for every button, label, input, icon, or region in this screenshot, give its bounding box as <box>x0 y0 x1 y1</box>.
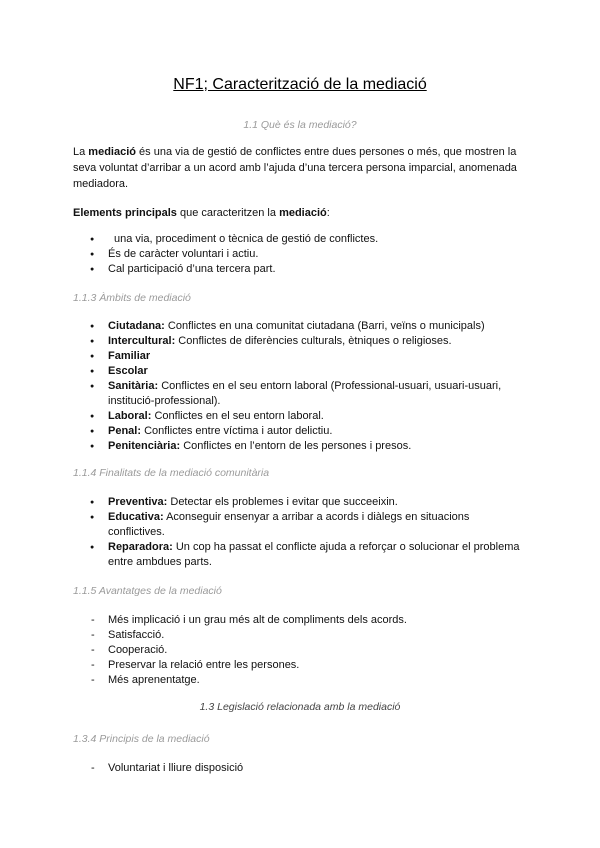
item-text: Aconseguir ensenyar a arribar a acords i diàlegs en situacions conflictives. <box>108 511 470 538</box>
item-bold: Ciutadana: <box>108 320 165 332</box>
section-heading-1-1-3: 1.1.3 Àmbits de mediació <box>73 292 191 304</box>
list-item <box>0 424 528 439</box>
list-item <box>0 379 528 409</box>
elements-bold1: Elements principals <box>73 207 177 219</box>
list-item-text: una via, procediment o tècnica de gestió de conflictes. <box>114 233 379 245</box>
list-item <box>0 495 528 510</box>
item-bold: Escolar <box>108 365 148 377</box>
list-item <box>0 658 528 673</box>
list-item <box>0 364 528 379</box>
list-item-text: Satisfacció. <box>108 629 165 641</box>
list-item <box>0 761 528 776</box>
item-bold: Laboral: <box>108 410 152 422</box>
item-text: Detectar els problemes i evitar que succeeixin. <box>167 496 398 508</box>
list-item <box>0 673 528 688</box>
item-bold: Sanitària: <box>108 380 159 392</box>
list-item <box>0 349 528 364</box>
section-heading-1-1-4: 1.1.4 Finalitats de la mediació comunitària <box>73 467 270 479</box>
avantatges-list <box>0 613 600 688</box>
ambits-list <box>0 319 600 454</box>
intro-text-pre: La <box>73 146 89 158</box>
item-text: Un cop ha passat el conflicte ajuda a reforçar o solucionar el problema entre ambdues parts. <box>108 541 520 568</box>
list-item <box>0 510 528 540</box>
list-item <box>0 613 528 628</box>
list-item <box>0 319 528 334</box>
item-text: Conflictes en una comunitat ciutadana (Barri, veïns o municipals) <box>164 320 485 332</box>
item-text: Conflictes en l’entorn de les persones i presos. <box>180 440 412 452</box>
item-text: Conflictes entre víctima i autor delictiu. <box>141 425 333 437</box>
item-text: Conflictes de diferències culturals, ètniques o religioses. <box>175 335 452 347</box>
item-bold: Reparadora: <box>108 541 173 553</box>
page-title: NF1; Caracterització de la mediació <box>173 76 427 93</box>
item-text: Conflictes en el seu entorn laboral (Professional-usuari, usuari-usuari, institució-professional). <box>108 380 502 407</box>
list-item <box>0 439 528 454</box>
section-heading-1-3-4: 1.3.4 Principis de la mediació <box>73 733 210 745</box>
list-item-text: Preservar la relació entre les persones. <box>108 659 300 671</box>
item-bold: Penal: <box>108 425 142 437</box>
principis-list <box>0 761 600 776</box>
section-heading-1-3: 1.3 Legislació relacionada amb la mediació <box>199 701 401 713</box>
finalitats-list <box>0 495 600 570</box>
list-item <box>0 628 528 643</box>
list-item <box>0 334 528 349</box>
list-item <box>0 232 528 247</box>
intro-bold: mediació <box>88 146 136 158</box>
list-item-text: És de caràcter voluntari i actiu. <box>108 248 259 260</box>
list-item <box>0 643 528 658</box>
list-item-text: Cal participació d’una tercera part. <box>108 263 276 275</box>
list-item-text: Més implicació i un grau més alt de compliments dels acords. <box>108 614 407 626</box>
elements-mid: que caracteritzen la <box>176 207 280 219</box>
item-bold: Familiar <box>108 350 151 362</box>
section-heading-1-1-5: 1.1.5 Avantatges de la mediació <box>73 585 222 597</box>
elements-bold2: mediació <box>279 207 327 219</box>
list-item-text: Més aprenentatge. <box>108 674 200 686</box>
list-item <box>0 409 528 424</box>
item-bold: Educativa: <box>108 511 164 523</box>
intro-text-post: és una via de gestió de conflictes entre dues persones o més, que mostren la seva voluntat d’arribar a un acord amb l’ajuda d’una tercera persona imparcial, anomenada mediadora. <box>73 146 517 190</box>
item-bold: Penitenciària: <box>108 440 181 452</box>
list-item-text: Cooperació. <box>108 644 168 656</box>
item-bold: Intercultural: <box>108 335 176 347</box>
elements-heading <box>73 205 533 221</box>
list-item <box>0 262 528 277</box>
item-bold: Preventiva: <box>108 496 168 508</box>
list-item <box>0 247 528 262</box>
elements-end: : <box>326 207 330 219</box>
section-heading-1-1: 1.1 Què és la mediació? <box>243 119 357 131</box>
elements-list <box>0 232 600 277</box>
item-text: Conflictes en el seu entorn laboral. <box>151 410 324 422</box>
list-item <box>0 540 528 570</box>
list-item-text: Voluntariat i lliure disposició <box>108 762 244 774</box>
intro-paragraph <box>73 144 533 192</box>
